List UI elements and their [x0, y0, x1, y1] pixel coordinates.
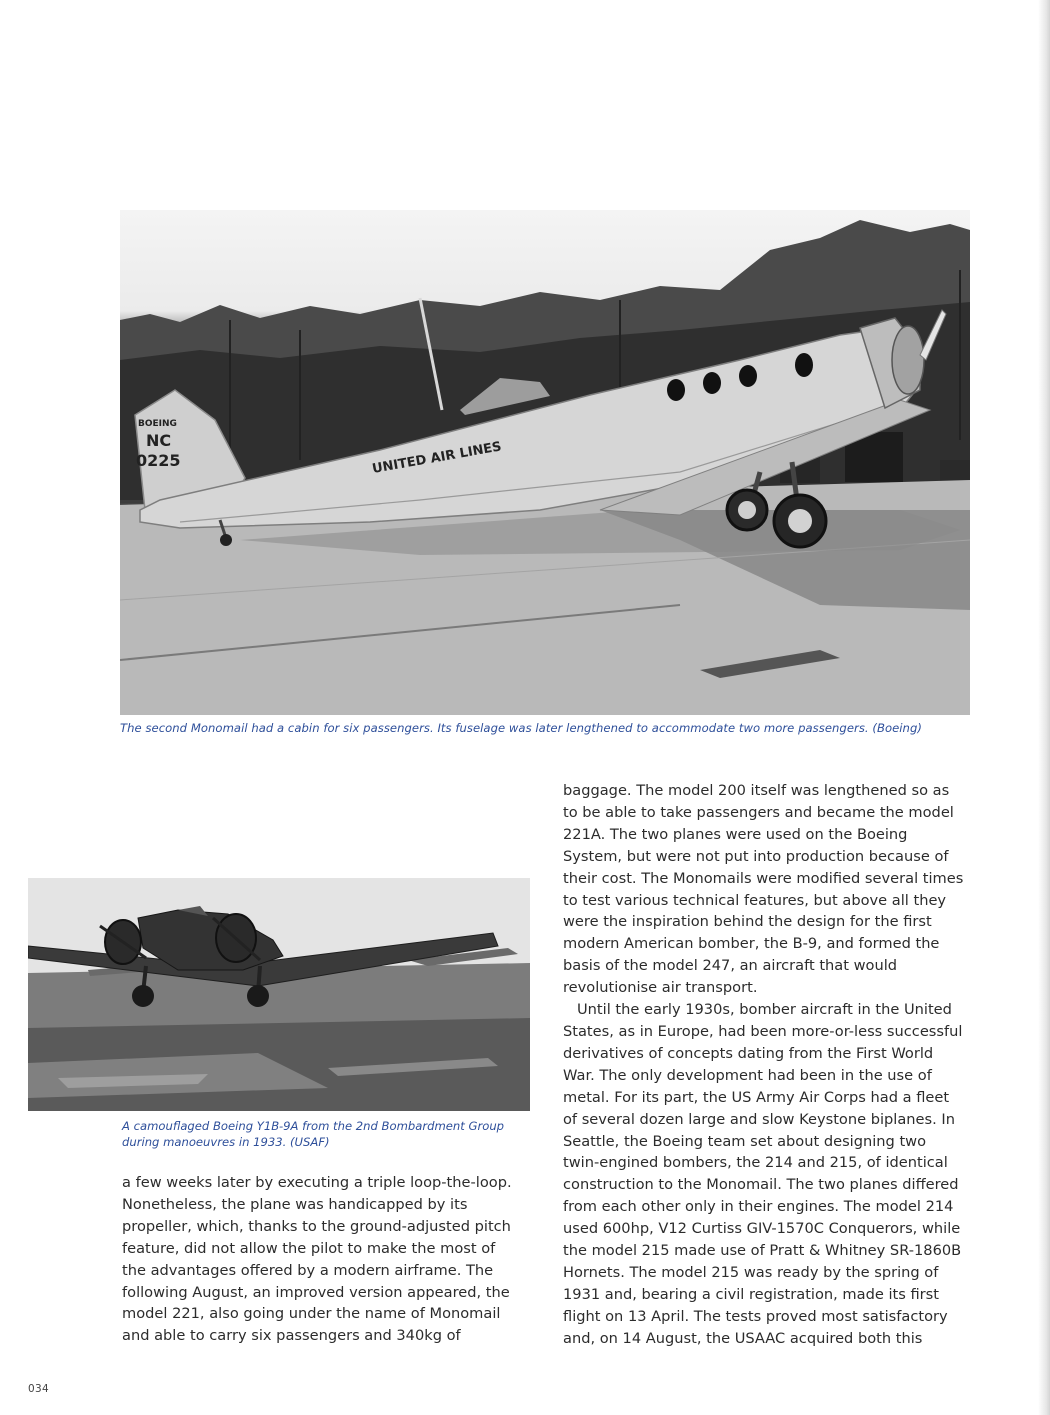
page-spine-shadow — [1038, 0, 1050, 1415]
text-line: Until the early 1930s, bomber aircraft in the United — [577, 1001, 952, 1019]
right-column-text — [563, 780, 983, 1350]
text-line: metal. For its part, the US Army Air Corps had a fleet — [563, 1088, 950, 1106]
text-line: a few weeks later by executing a triple loop-the-loop. — [122, 1174, 512, 1191]
tail-mark-nc: NC — [146, 431, 172, 450]
text-line: System, but were not put into production because of — [563, 847, 949, 865]
text-line: of several dozen large and slow Keystone biplanes. In — [563, 1110, 955, 1128]
text-line: their cost. The Monomails were modified several times — [563, 869, 964, 887]
text-line: War. The only development had been in the use of — [563, 1066, 932, 1084]
text-line: flight on 13 April. The tests proved most satisfactory — [563, 1307, 948, 1325]
text-line: baggage. The model 200 itself was lengthened so as — [563, 782, 950, 799]
text-line: the model 215 made use of Pratt & Whitney SR-1860B — [563, 1242, 962, 1260]
text-line: to be able to take passengers and became the model — [563, 803, 954, 821]
bomber-photo-drawing — [28, 878, 530, 1111]
tail-mark-number: 0225 — [136, 451, 181, 470]
text-line: model 221, also going under the name of Monomail — [122, 1305, 501, 1323]
text-line: were the inspiration behind the design for the first — [563, 913, 932, 931]
text-line: feature, did not allow the pilot to make the most of — [122, 1239, 496, 1257]
bomber-photo-caption — [122, 1118, 522, 1150]
caption-line: A camouflaged Boeing Y1B-9A from the 2nd Bombardment Group — [122, 1119, 505, 1133]
bomber-photo — [28, 878, 530, 1111]
page-number: 034 — [28, 1383, 49, 1395]
paragraph-2 — [563, 999, 983, 1350]
text-line: used 600hp, V12 Curtiss GIV-1570C Conquerors, while — [563, 1220, 961, 1238]
text-line: States, as in Europe, had been more-or-less successful — [563, 1022, 963, 1040]
text-line: following August, an improved version appeared, the — [122, 1283, 510, 1301]
tail-mark-boeing: BOEING — [138, 419, 177, 429]
caption-line: during manoeuvres in 1933. (USAF) — [122, 1135, 330, 1149]
text-line: and able to carry six passengers and 340kg of — [122, 1327, 461, 1345]
text-line: propeller, which, thanks to the ground-adjusted pitch — [122, 1217, 511, 1235]
text-line: derivatives of concepts dating from the First World — [563, 1044, 934, 1062]
text-line: and, on 14 August, the USAAC acquired both this — [563, 1329, 923, 1347]
text-line: construction to the Monomail. The two planes differed — [563, 1176, 959, 1194]
text-line: 1931 and, bearing a civil registration, made its first — [563, 1285, 940, 1303]
monomail-photo — [120, 210, 970, 715]
monomail-photo-drawing — [120, 210, 970, 715]
text-line: from each other only in their engines. The model 214 — [563, 1198, 954, 1216]
fuselage-lettering: UNITED AIR LINES — [371, 439, 503, 477]
text-line: Nonetheless, the plane was handicapped by its — [122, 1195, 468, 1213]
text-line: the advantages offered by a modern airframe. The — [122, 1261, 494, 1279]
text-line: 221A. The two planes were used on the Boeing — [563, 825, 908, 843]
monomail-photo-caption: The second Monomail had a cabin for six passengers. Its fuselage was later lengthened to accommodate two more passengers. (Boeing) — [120, 721, 922, 735]
paragraph-1 — [563, 780, 983, 999]
text-line: revolutionise air transport. — [563, 979, 758, 997]
text-line: Hornets. The model 215 was ready by the spring of — [563, 1263, 939, 1281]
text-line: twin-engined bombers, the 214 and 215, of identical — [563, 1154, 948, 1172]
text-line: Seattle, the Boeing team set about designing two — [563, 1132, 927, 1150]
text-line: modern American bomber, the B-9, and formed the — [563, 935, 940, 953]
left-column-text — [122, 1172, 527, 1347]
text-line: to test various technical features, but above all they — [563, 891, 947, 909]
text-line: basis of the model 247, an aircraft that would — [563, 957, 898, 975]
